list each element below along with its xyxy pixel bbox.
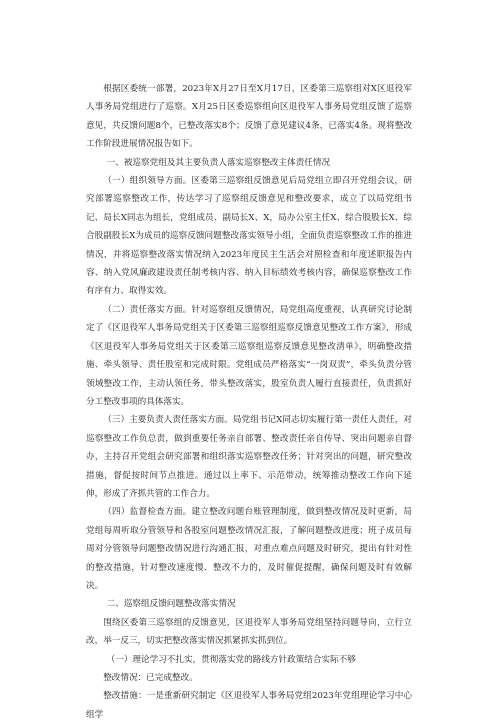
- subsection-4: [86, 503, 412, 595]
- section-2-intro: 围绕区委第三巡察组的反馈意见，区退役军人事务局党组坚持问题导向，立行立改，举一反三，切实把整改落实情况抓紧抓实抓到位。: [86, 617, 412, 647]
- subsection-3-title: （三）主要负责人责任落实方面。: [103, 415, 233, 426]
- subsection-3: [86, 411, 412, 503]
- intro-paragraph: 根据区委统一部署，2023年X月27日至X月17日，区委第三巡察组对X区退役军人事务局党组进行了巡察。X月25日区委巡察组向区退役军人事务局党组反馈了巡察意见，共反馈问题8个，已整改落实8个；反馈了意见建议4条，已落实4条。现将整改工作阶段进展情况报告如下。: [86, 84, 412, 150]
- section-1-heading: 一、被巡察党组及其主要负责人落实巡察整改主体责任情况: [106, 157, 331, 168]
- subsection-4-body: 建立整改问题台账管理制度，做到整改情况及时更新，局党组每周听取分管领导和各股室问题整改情况汇报，了解问题整改进度；班子成员每周对分管领导问题整改情况进行沟通汇报，对重点难点问题及时研究，提出有针对性的整改措施，针对整改速度慢、整改不力的，及时催促提醒，确保问题及时有效解决。: [86, 507, 412, 591]
- subsection-3-body: 局党组书记X同志切实履行第一责任人责任，对巡察整改工作负总责，做到重要任务亲自部署、整改责任亲自传导、突出问题亲自督办，主持召开党组会研究部署和组织落实巡察整改任务；针对突出的问题，研究整改措施，督促按时间节点推进。通过以上率下、示范带动，统筹推动整改工作向下延伸，形成了齐抓共管的工作合力。: [86, 415, 412, 499]
- subsection-4-title: （四）监督检查方面。: [103, 507, 192, 518]
- subsection-1-body: 区委第三巡察组反馈意见后局党组立即召开党组会议，研究部署巡察整改工作，传达学习了巡察组反馈意见和整改要求，成立了以局党组书记、局长X同志为组长，党组成员、副局长X、X，局办公室主任X、综合股股长X、综合股副股长X为成员的巡察反馈问题整改落实领导小组，全面负责巡察整改工作的推进情况，并将巡察整改落实情况纳入2023年度民主生活会对照检查和年度述职报告内容、纳入党风廉政建设责任制考核内容、纳入目标绩效考核内容，确保巡察整改工作有序有力、取得实效。: [86, 176, 412, 297]
- section-2-heading: 二、巡察组反馈问题整改落实情况: [106, 599, 236, 610]
- subsection-1: [86, 172, 412, 301]
- section-2-subsection-1-heading: （一）理论学习不扎实，贯彻落实党的路线方针政策结合实际不够: [106, 654, 356, 665]
- measures-line: 整改措施：一是重新研究制定《区退役军人事务局党组2023年党组理论学习中心组学: [86, 691, 412, 720]
- subsection-1-title: （一）组织领导方面。: [103, 176, 192, 187]
- status-line: 整改情况：已完成整改。: [103, 673, 198, 683]
- subsection-2: [86, 301, 412, 411]
- subsection-2-body: 针对巡察组反馈情况，局党组高度重视，认真研究讨论制定了《区退役军人事务局党组关于区委第三巡察组巡察反馈意见整改工作方案》，形成《区退役军人事务局党组关于区委第三巡察组巡察反馈意见整改清单》，明确整改措施、牵头领导、责任股室和完成时限。党组成员严格落实“一岗双责”，牵头负责分管领域整改工作，主动认领任务，带头整改落实，股室负责人履行直接责任，负责抓好分工整改事项的具体落实。: [86, 304, 412, 407]
- subsection-2-title: （二）责任落实方面。: [103, 304, 192, 315]
- document-body: [86, 80, 412, 724]
